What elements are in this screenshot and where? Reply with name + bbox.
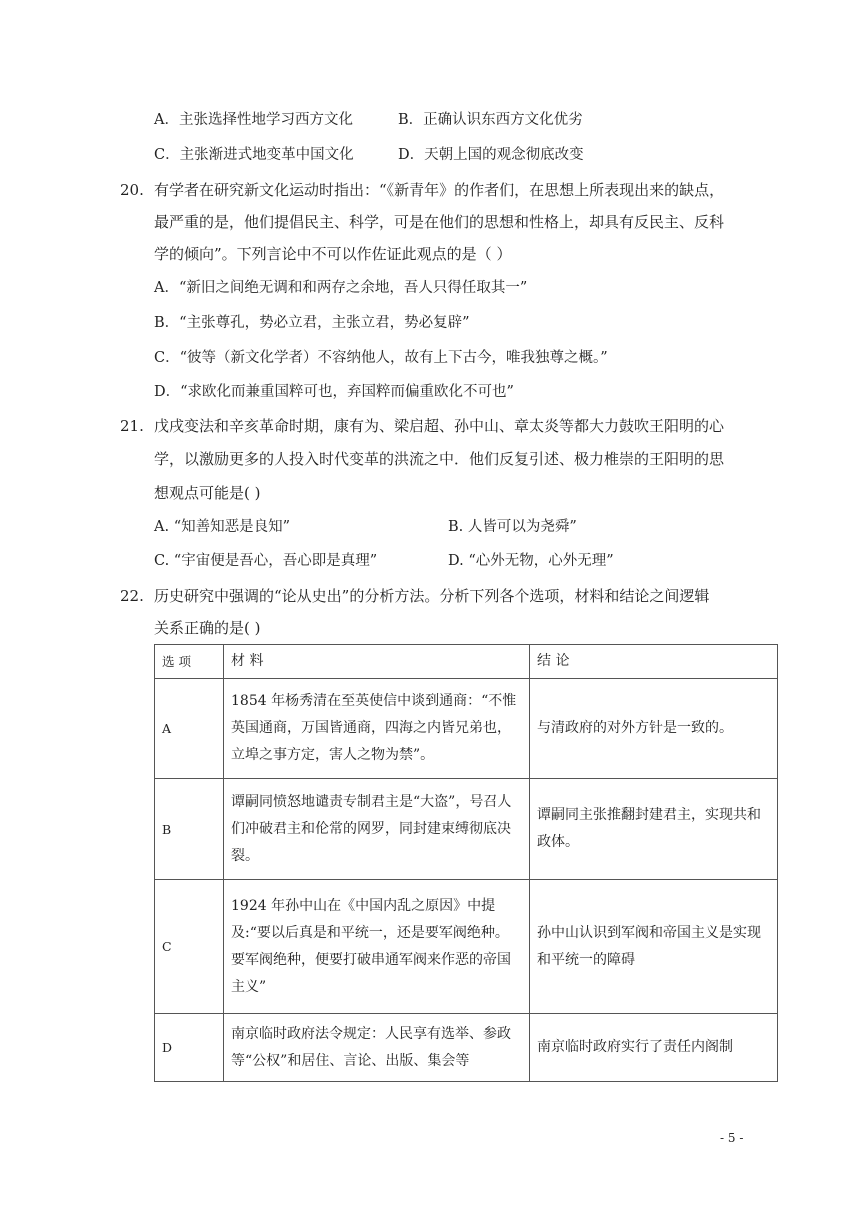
row-conclusion: 南京临时政府实行了责任内阁制 (530, 1014, 778, 1082)
q20-option-b: B．“主张尊孔，势必立君，主张立君，势必复辟” (154, 315, 470, 331)
row-option: C (155, 880, 224, 1014)
q20-option-c: C．“彼等（新文化学者）不容纳他人，故有上下古今，唯我独尊之概。” (154, 350, 608, 366)
row-material: 谭嗣同愤怒地谴责专制君主是“大盗”，号召人们冲破君主和伦常的网罗，同封建束缚彻底决裂。 (224, 779, 530, 880)
q22-stem-line-1: 历史研究中强调的“论从史出”的分析方法。分析下列各个选项，材料和结论之间逻辑 (154, 587, 710, 605)
q21-stem-line-3: 想观点可能是( ) (154, 484, 261, 502)
q20-option-a: A．“新旧之间绝无调和和两存之余地，吾人只得任取其一” (154, 280, 528, 296)
q21-number: 21. (120, 417, 144, 435)
q21-option-c: C. “宇宙便是吾心，吾心即是真理” (154, 553, 378, 569)
q22-stem-line-2: 关系正确的是( ) (154, 619, 261, 637)
q19-option-d: D．天朝上国的观念彻底改变 (398, 147, 584, 163)
table-header-row (155, 645, 778, 679)
table-row (155, 679, 778, 779)
q21-option-b: B. 人皆可以为尧舜” (448, 519, 577, 535)
q21-stem-line-2: 学，以激励更多的人投入时代变革的洪流之中．他们反复引述、极力椎崇的王阳明的思 (154, 450, 725, 468)
q21-stem-line-1: 戊戌变法和辛亥革命时期，康有为、梁启超、孙中山、章太炎等都大力鼓吹王阳明的心 (154, 417, 725, 435)
row-option: A (155, 679, 224, 779)
q20-stem-line-3: 学的倾向”。下列言论中不可以作佐证此观点的是（ ） (154, 245, 512, 263)
header-option: 选 项 (155, 645, 224, 679)
row-option: B (155, 779, 224, 880)
q21-option-a: A. “知善知恶是良知” (154, 519, 291, 535)
table-row (155, 1014, 778, 1082)
row-conclusion: 谭嗣同主张推翻封建君主，实现共和政体。 (530, 779, 778, 880)
q19-option-c: C．主张渐进式地变革中国文化 (154, 147, 354, 163)
q21-option-d: D. “心外无物，心外无理” (448, 553, 614, 569)
q19-option-a: A．主张选择性地学习西方文化 (154, 112, 353, 128)
page-number: - 5 - (720, 1131, 744, 1145)
q20-number: 20. (120, 181, 144, 199)
table-row (155, 880, 778, 1014)
q20-option-d: D．“求欧化而兼重国粹可也，弃国粹而偏重欧化不可也” (154, 384, 514, 400)
row-conclusion: 孙中山认识到军阀和帝国主义是实现和平统一的障碍 (530, 880, 778, 1014)
row-material: 南京临时政府法令规定：人民享有选举、参政等“公权”和居住、言论、出版、集会等 (224, 1014, 530, 1082)
row-material: 1854 年杨秀清在至英使信中谈到通商：“不惟英国通商，万国皆通商，四海之内皆兄弟也，立埠之事方定，害人之物为禁”。 (224, 679, 530, 779)
q22-table (154, 644, 778, 1082)
header-conclusion: 结 论 (530, 645, 778, 679)
q20-stem-line-1: 有学者在研究新文化运动时指出：“《新青年》的作者们，在思想上所表现出来的缺点， (154, 181, 725, 199)
row-option: D (155, 1014, 224, 1082)
row-conclusion: 与清政府的对外方针是一致的。 (530, 679, 778, 779)
q22-number: 22. (120, 587, 144, 605)
table-row (155, 779, 778, 880)
q19-option-b: B．正确认识东西方文化优劣 (398, 112, 583, 128)
row-material: 1924 年孙中山在《中国内乱之原因》中提及:“要以后真是和平统一，还是要军阀绝种。要军阀绝种，便要打破串通军阀来作恶的帝国主义” (224, 880, 530, 1014)
q20-stem-line-2: 最严重的是，他们提倡民主、科学，可是在他们的思想和性格上，却具有反民主、反科 (154, 213, 725, 231)
header-material: 材 料 (224, 645, 530, 679)
